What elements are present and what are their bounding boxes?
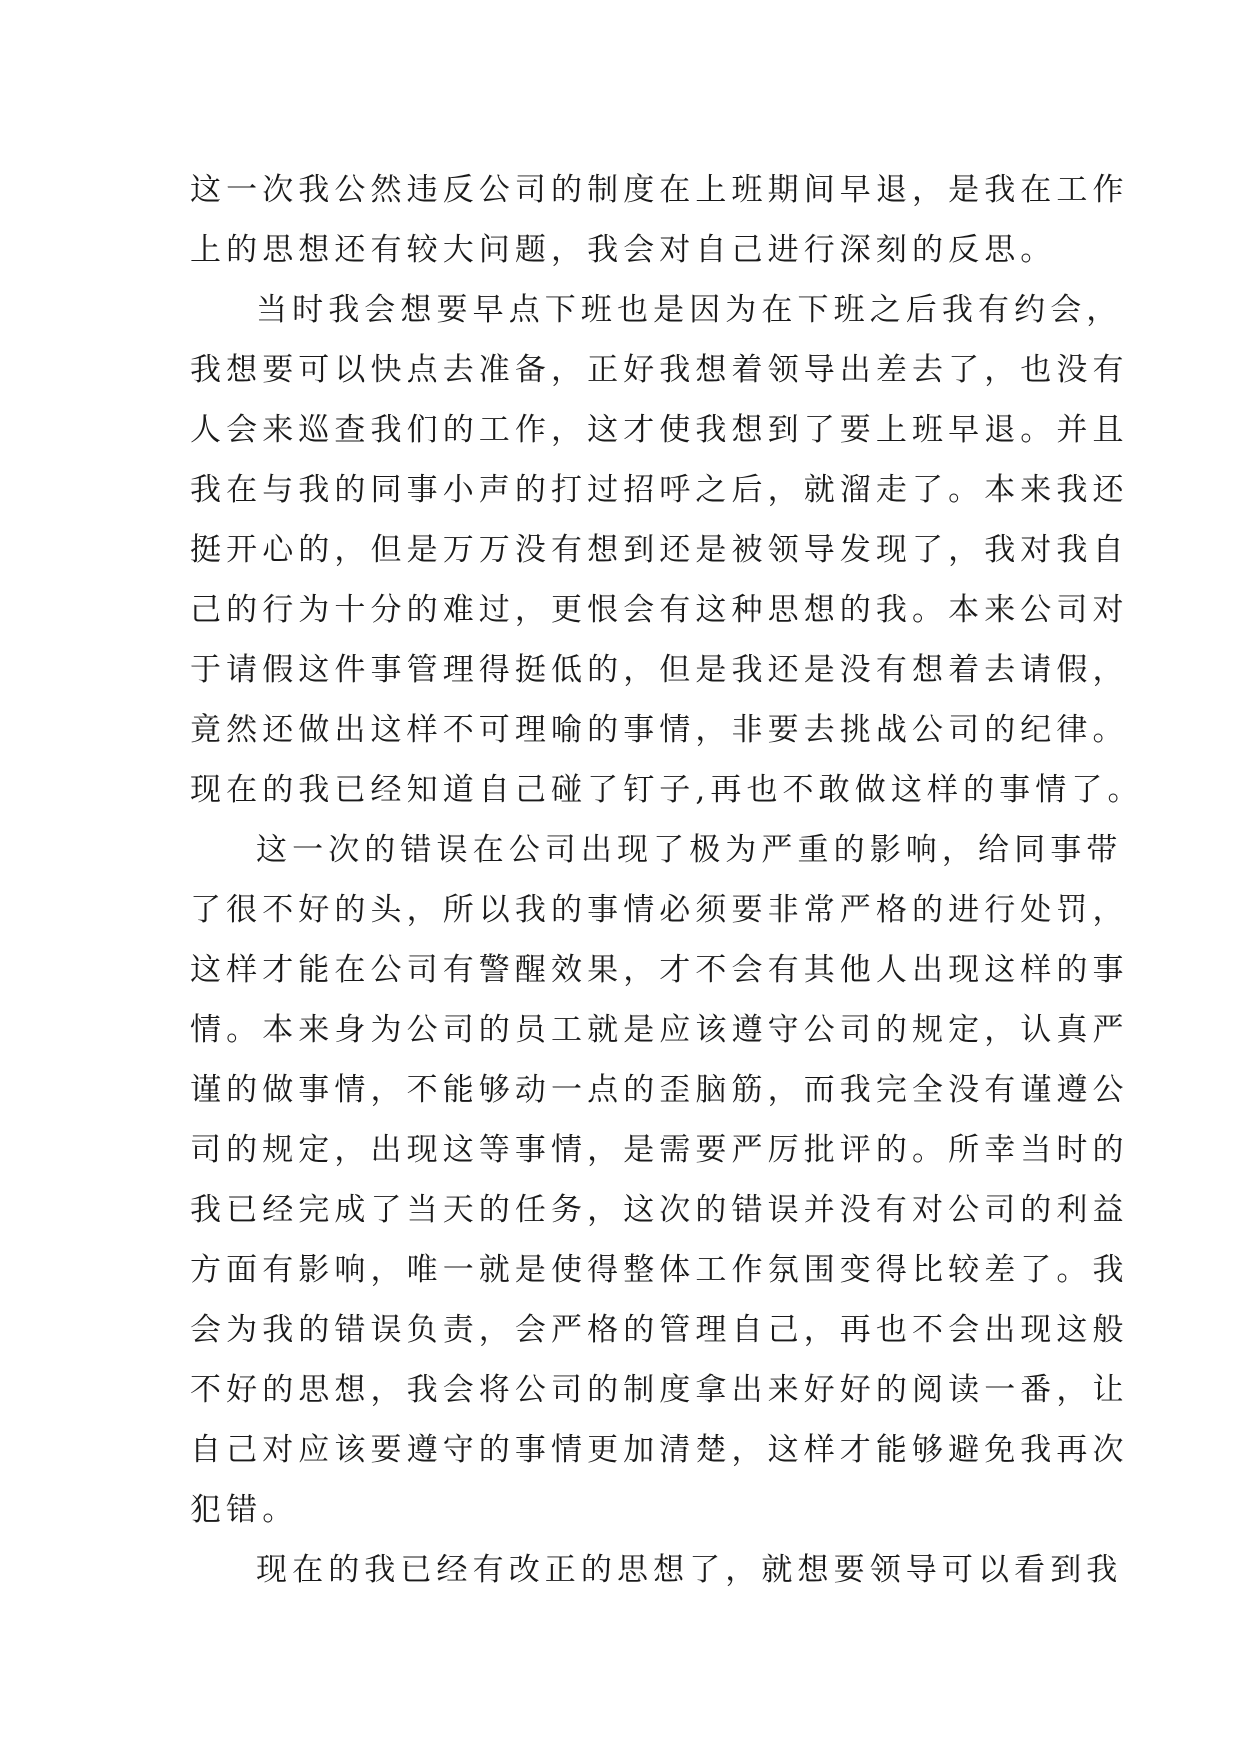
text-line: 司的规定，出现这等事情，是需要严厉批评的。所幸当时的: [190, 1132, 1129, 1168]
text-line: 会为我的错误负责，会严格的管理自己，再也不会出现这般: [190, 1312, 1129, 1348]
text-line: 竟然还做出这样不可理喻的事情，非要去挑战公司的纪律。: [190, 712, 1129, 748]
text-line: 谨的做事情，不能够动一点的歪脑筋，而我完全没有谨遵公: [190, 1072, 1129, 1108]
text-line: 挺开心的，但是万万没有想到还是被领导发现了，我对我自: [190, 532, 1129, 568]
text-line: 我想要可以快点去准备，正好我想着领导出差去了，也没有: [190, 352, 1129, 388]
text-line: 这样才能在公司有警醒效果，才不会有其他人出现这样的事: [190, 952, 1129, 988]
text-line: 我已经完成了当天的任务，这次的错误并没有对公司的利益: [190, 1192, 1129, 1228]
text-line: 现在的我已经知道自己碰了钉子,再也不敢做这样的事情了。: [190, 772, 1144, 808]
paragraph-first-line: 现在的我已经有改正的思想了，就想要领导可以看到我: [256, 1552, 1123, 1588]
paragraph-first-line: 这一次的错误在公司出现了极为严重的影响，给同事带: [256, 832, 1123, 868]
text-line: 不好的思想，我会将公司的制度拿出来好好的阅读一番，让: [190, 1372, 1129, 1408]
text-line: 己的行为十分的难过，更恨会有这种思想的我。本来公司对: [190, 592, 1129, 628]
text-line: 这一次我公然违反公司的制度在上班期间早退，是我在工作: [190, 172, 1129, 208]
paragraph-first-line: 当时我会想要早点下班也是因为在下班之后我有约会，: [256, 292, 1123, 328]
text-line: 方面有影响，唯一就是使得整体工作氛围变得比较差了。我: [190, 1252, 1129, 1288]
text-line: 人会来巡查我们的工作，这才使我想到了要上班早退。并且: [190, 412, 1129, 448]
text-line: 于请假这件事管理得挺低的，但是我还是没有想着去请假，: [190, 652, 1129, 688]
text-line: 自己对应该要遵守的事情更加清楚，这样才能够避免我再次: [190, 1432, 1129, 1468]
text-line: 我在与我的同事小声的打过招呼之后，就溜走了。本来我还: [190, 472, 1129, 508]
text-line: 上的思想还有较大问题，我会对自己进行深刻的反思。: [190, 232, 1057, 268]
text-line: 情。本来身为公司的员工就是应该遵守公司的规定，认真严: [190, 1012, 1129, 1048]
text-line: 了很不好的头，所以我的事情必须要非常严格的进行处罚，: [190, 892, 1129, 928]
text-line: 犯错。: [190, 1492, 299, 1528]
